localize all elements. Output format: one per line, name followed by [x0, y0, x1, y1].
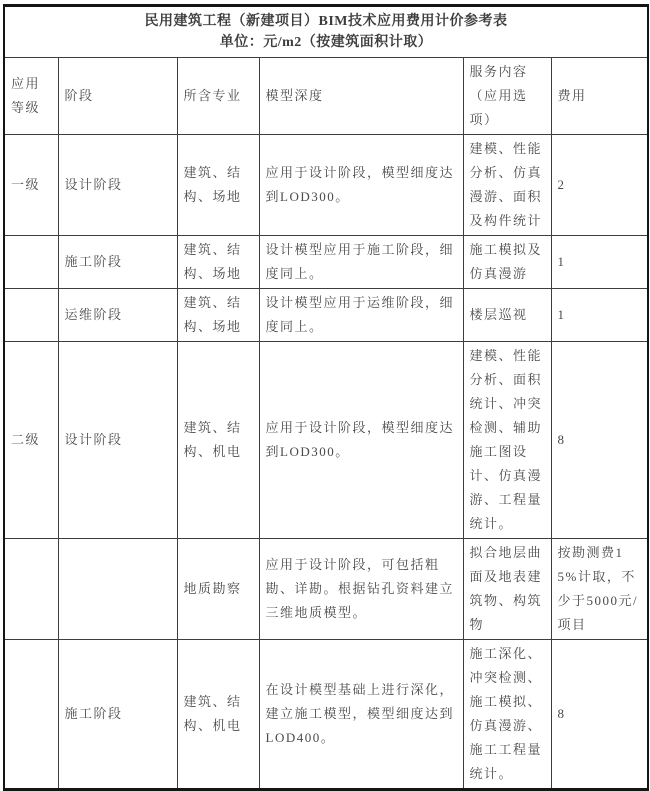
cell-phase: 设计阶段 — [58, 342, 177, 539]
table-row — [4, 135, 648, 236]
cell-level — [4, 236, 58, 289]
cell-model-depth: 设计模型应用于运维阶段，细度同上。 — [259, 289, 463, 342]
cell-fee: 8 — [551, 640, 648, 790]
cell-fee: 1 — [551, 289, 648, 342]
col-header-disciplines: 所含专业 — [177, 58, 259, 135]
table-row — [4, 342, 648, 539]
table-row — [4, 289, 648, 342]
cell-disciplines: 建筑、结构、场地 — [177, 135, 259, 236]
cell-model-depth: 应用于设计阶段，模型细度达到LOD300。 — [259, 342, 463, 539]
cell-model-depth: 设计模型应用于施工阶段，细度同上。 — [259, 236, 463, 289]
cell-disciplines: 建筑、结构、机电 — [177, 342, 259, 539]
table-row — [4, 539, 648, 640]
col-header-fee: 费用 — [551, 58, 648, 135]
table-header-row — [4, 58, 648, 135]
cell-fee: 1 — [551, 236, 648, 289]
cell-model-depth: 应用于设计阶段，模型细度达到LOD300。 — [259, 135, 463, 236]
cell-level: 一级 — [4, 135, 58, 236]
cell-services: 拟合地层曲面及地表建筑物、构筑物 — [463, 539, 551, 640]
cell-phase: 施工阶段 — [58, 640, 177, 790]
cell-model-depth: 在设计模型基础上进行深化，建立施工模型，模型细度达到LOD400。 — [259, 640, 463, 790]
cell-disciplines: 地质勘察 — [177, 539, 259, 640]
cell-phase: 设计阶段 — [58, 135, 177, 236]
cell-disciplines: 建筑、结构、机电 — [177, 640, 259, 790]
col-header-level: 应用等级 — [4, 58, 58, 135]
table-row — [4, 236, 648, 289]
cell-fee: 按勘测费15%计取，不少于5000元/项目 — [551, 539, 648, 640]
cell-level — [4, 289, 58, 342]
cell-disciplines: 建筑、结构、场地 — [177, 289, 259, 342]
cell-level — [4, 539, 58, 640]
cell-phase: 运维阶段 — [58, 289, 177, 342]
cell-phase: 施工阶段 — [58, 236, 177, 289]
cell-level: 二级 — [4, 342, 58, 539]
cell-model-depth: 应用于设计阶段，可包括粗勘、详勘。根据钻孔资料建立三维地质模型。 — [259, 539, 463, 640]
table-row — [4, 640, 648, 790]
cell-services: 施工深化、冲突检测、施工模拟、仿真漫游、施工工程量统计。 — [463, 640, 551, 790]
cell-level — [4, 640, 58, 790]
table-title: 民用建筑工程（新建项目）BIM技术应用费用计价参考表 — [144, 14, 508, 29]
bim-fee-table — [3, 4, 649, 791]
cell-fee: 8 — [551, 342, 648, 539]
cell-fee: 2 — [551, 135, 648, 236]
cell-services: 建模、性能分析、面积统计、冲突检测、辅助施工图设计、仿真漫游、工程量统计。 — [463, 342, 551, 539]
cell-services: 建模、性能分析、仿真漫游、面积及构件统计 — [463, 135, 551, 236]
col-header-services: 服务内容（应用选项） — [463, 58, 551, 135]
col-header-phase: 阶段 — [58, 58, 177, 135]
table-title-cell — [4, 6, 648, 58]
cell-services: 施工模拟及仿真漫游 — [463, 236, 551, 289]
table-title-row — [4, 6, 648, 58]
cell-phase — [58, 539, 177, 640]
table-unit-subtitle: 单位：元/m2（按建筑面积计取） — [219, 35, 433, 50]
cell-disciplines: 建筑、结构、场地 — [177, 236, 259, 289]
col-header-model-depth: 模型深度 — [259, 58, 463, 135]
cell-services: 楼层巡视 — [463, 289, 551, 342]
